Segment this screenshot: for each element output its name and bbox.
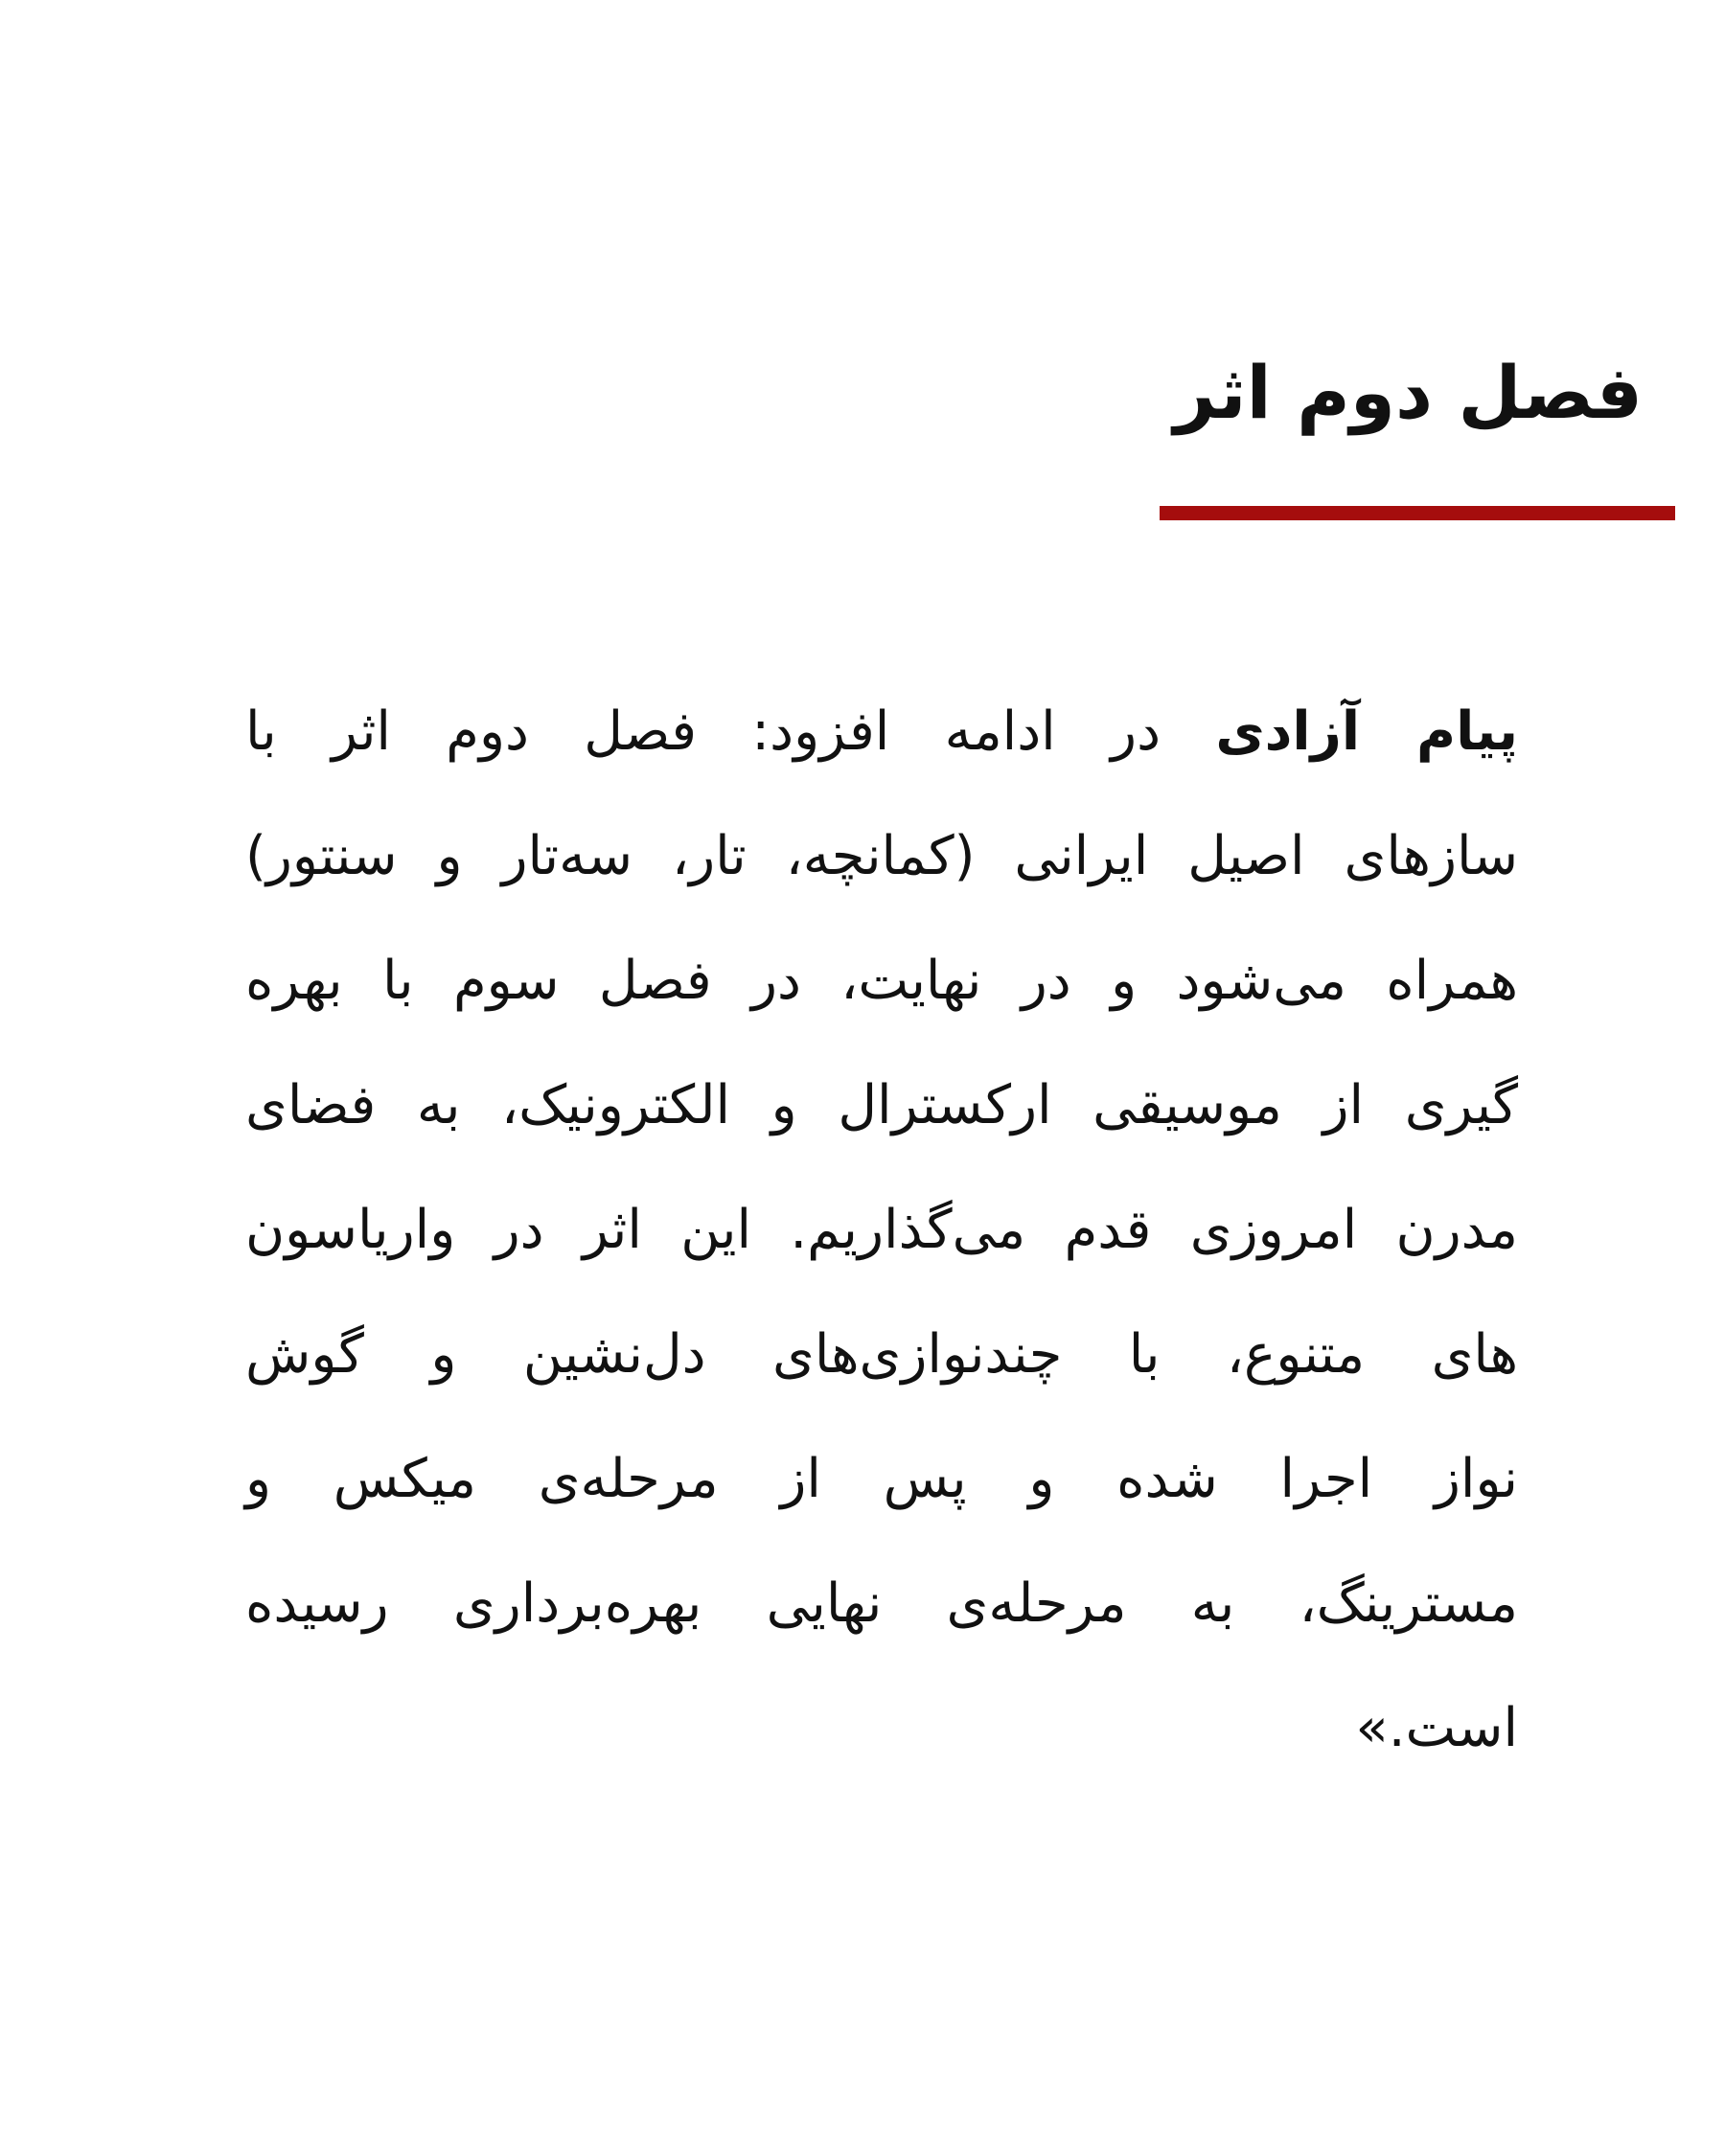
- paragraph-line: گیری از موسیقی ارکسترال و الکترونیک، به فضای: [245, 1074, 1518, 1136]
- paragraph-line: همراه می‌شود و در نهایت، در فصل سوم با بهره: [245, 950, 1518, 1012]
- title-underline-divider: [1160, 506, 1675, 520]
- paragraph-line: نواز اجرا شده و پس از مرحله‌ی میکس و: [245, 1448, 1518, 1510]
- paragraph-line: سازهای اصیل ایرانی (کمانچه، تار، سه‌تار و سنتور): [245, 825, 1518, 887]
- section-title: فصل دوم اثر: [1173, 350, 1643, 435]
- paragraph-line-text: در ادامه افزود: فصل دوم اثر با: [245, 700, 1162, 763]
- paragraph-line: است.»: [1355, 1697, 1518, 1759]
- paragraph-line: های متنوع، با چندنوازی‌های دل‌نشین و گوش: [245, 1323, 1518, 1386]
- quote-paragraph: [245, 686, 1518, 1807]
- paragraph-line: مدرن امروزی قدم می‌گذاریم. این اثر در واریاسون: [245, 1199, 1518, 1261]
- paragraph-line: [245, 686, 1518, 811]
- speaker-name: پیام آزادی: [1215, 700, 1518, 763]
- paragraph-line: مسترینگ، به مرحله‌ی نهایی بهره‌برداری رسیده: [245, 1572, 1518, 1635]
